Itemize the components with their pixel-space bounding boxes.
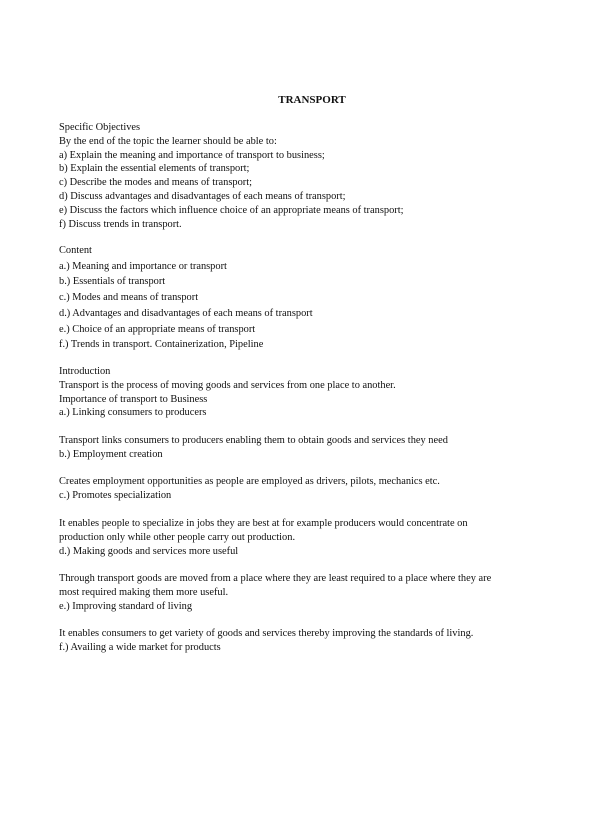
importance-block-e: [59, 627, 569, 655]
importance-text: Through transport goods are moved from a place where they are least required to a place where they are: [59, 573, 492, 584]
importance-text: It enables people to specialize in jobs they are best at for example producers would concentrate on: [59, 518, 468, 529]
importance-block-c: [59, 517, 569, 558]
objective-item: c) Describe the modes and means of transport;: [59, 177, 253, 189]
importance-text: It enables consumers to get variety of goods and services thereby improving the standards of living.: [59, 628, 474, 639]
content-item: f.) Trends in transport. Containerization, Pipeline: [59, 339, 264, 351]
importance-text: Transport links consumers to producers enabling them to obtain goods and services they need: [59, 435, 448, 446]
content-item: c.) Modes and means of transport: [59, 292, 199, 304]
content-item: e.) Choice of an appropriate means of transport: [59, 323, 256, 335]
importance-text: production only while other people carry out production.: [59, 531, 296, 543]
objective-item: e) Discuss the factors which influence choice of an appropriate means of transport;: [59, 204, 404, 216]
importance-point: b.) Employment creation: [59, 448, 163, 460]
importance-point: f.) Availing a wide market for products: [59, 641, 221, 653]
content-item: d.) Advantages and disadvantages of each means of transport: [59, 307, 313, 319]
content-item: a.) Meaning and importance or transport: [59, 260, 227, 272]
importance-text: Creates employment opportunities as people are employed as drivers, pilots, mechanics etc.: [59, 476, 440, 487]
objective-item: a) Explain the meaning and importance of transport to business;: [59, 149, 325, 161]
page-title: TRANSPORT: [278, 94, 346, 106]
importance-point: a.) Linking consumers to producers: [59, 407, 207, 419]
importance-text: most required making them more useful.: [59, 586, 229, 598]
importance-point: c.) Promotes specialization: [59, 489, 172, 501]
objective-item: b) Explain the essential elements of transport;: [59, 163, 250, 175]
content-item: b.) Essentials of transport: [59, 276, 166, 288]
importance-block-a: [59, 434, 569, 462]
introduction-section: [59, 365, 569, 420]
objectives-section: [59, 121, 569, 231]
introduction-definition: Transport is the process of moving goods and services from one place to another.: [59, 379, 396, 391]
importance-heading: Importance of transport to Business: [59, 393, 208, 405]
objectives-heading: Specific Objectives: [59, 122, 141, 133]
introduction-heading: Introduction: [59, 366, 111, 377]
importance-block-d: [59, 572, 569, 613]
objectives-intro: By the end of the topic the learner should be able to:: [59, 135, 277, 147]
importance-point: e.) Improving standard of living: [59, 600, 193, 612]
content-section: [59, 244, 569, 353]
importance-point: d.) Making goods and services more useful: [59, 545, 239, 557]
objective-item: d) Discuss advantages and disadvantages of each means of transport;: [59, 190, 346, 202]
content-heading: Content: [59, 245, 92, 256]
importance-block-b: [59, 475, 569, 503]
objective-item: f) Discuss trends in transport.: [59, 218, 182, 230]
